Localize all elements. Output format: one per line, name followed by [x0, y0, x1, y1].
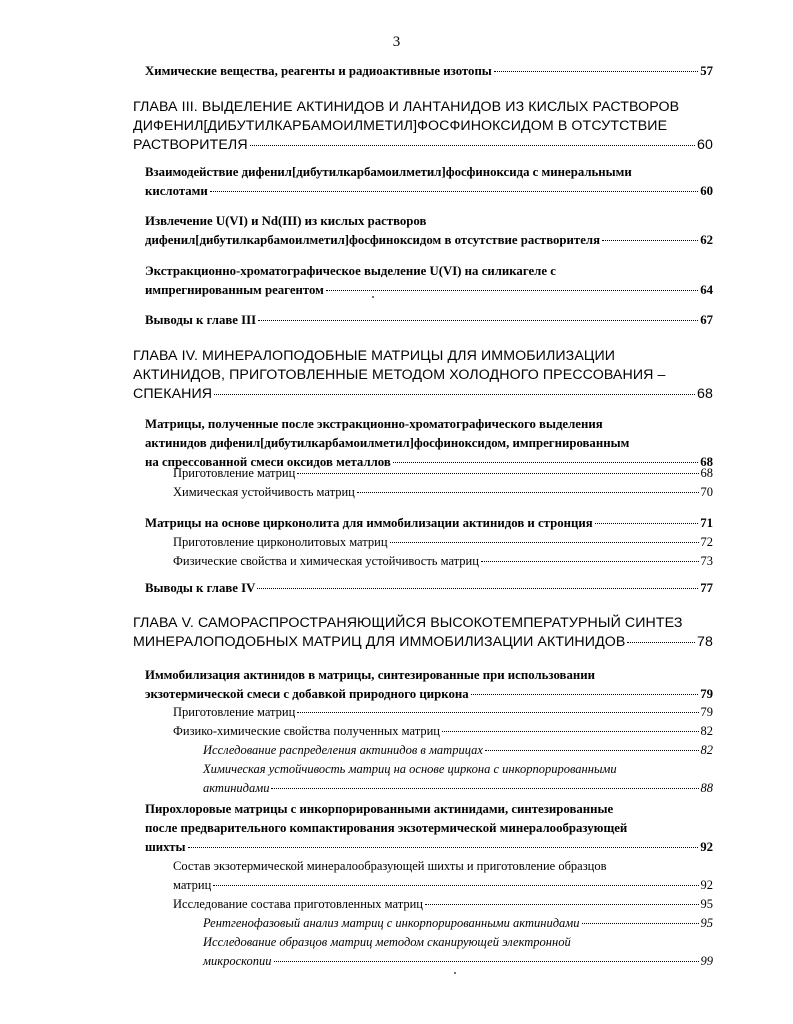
- toc-entry-title-line: Приготовление цирконолитовых матриц: [173, 535, 388, 549]
- toc-entry-title-line: Приготовление матриц: [173, 466, 296, 480]
- scan-speck: [372, 296, 374, 298]
- toc-page-number: 57: [700, 64, 713, 78]
- dot-leader: [627, 642, 695, 643]
- dot-leader: [582, 923, 699, 924]
- toc-entry-title-line: после предварительного компактирования экзотермической минералообразующей: [145, 821, 628, 835]
- toc-page-number: 64: [700, 283, 713, 297]
- toc-entry-title-line: РАСТВОРИТЕЛЯ: [133, 137, 248, 153]
- toc-page-number: 71: [700, 516, 713, 530]
- dot-leader: [393, 462, 698, 463]
- toc-entry-title-line: ДИФЕНИЛ[ДИБУТИЛКАРБАМОИЛМЕТИЛ]ФОСФИНОКСИДОМ В ОТСУТСТВИЕ: [133, 118, 668, 134]
- toc-page-number: 68: [700, 466, 713, 480]
- toc-entry-title-line: микроскопии: [203, 954, 272, 968]
- dot-leader: [390, 542, 699, 543]
- toc-entry: [173, 552, 713, 571]
- dot-leader: [250, 145, 695, 146]
- dot-leader: [214, 394, 695, 395]
- toc-entry-title-line: на спрессованной смеси оксидов металлов: [145, 455, 391, 469]
- toc-entry-title-line: матриц: [173, 878, 212, 892]
- toc-chapter: [133, 98, 713, 155]
- toc-entry-title-line: дифенил[дибутилкарбамоилметил]фосфиноксидом в отсутствие растворителя: [145, 233, 600, 247]
- dot-leader: [213, 885, 698, 886]
- toc-page-number: 79: [700, 687, 713, 701]
- toc-entry: [173, 895, 713, 914]
- toc-page-number: 60: [697, 137, 713, 153]
- toc-page-number: 95: [700, 897, 713, 911]
- toc-page-number: 62: [700, 233, 713, 247]
- toc-entry: [173, 703, 713, 722]
- toc-entry-title-line: Извлечение U(VI) и Nd(III) из кислых растворов: [145, 214, 427, 228]
- toc-entry-title-line: шихты: [145, 840, 186, 854]
- dot-leader: [471, 694, 699, 695]
- dot-leader: [357, 492, 699, 493]
- dot-leader: [494, 71, 698, 72]
- toc-entry-title-line: Приготовление матриц: [173, 705, 296, 719]
- toc-entry-title-line: Исследование состава приготовленных матриц: [173, 897, 423, 911]
- toc-entry-title-line: Исследование образцов матриц методом сканирующей электронной: [203, 935, 571, 949]
- dot-leader: [188, 847, 699, 848]
- toc-page-number: 79: [700, 705, 713, 719]
- toc-entry-title-line: Химическая устойчивость матриц: [173, 485, 355, 499]
- toc-entry: [145, 579, 713, 598]
- toc-page-number: 67: [700, 313, 713, 327]
- toc-entry-title-line: ГЛАВА IV. МИНЕРАЛОПОДОБНЫЕ МАТРИЦЫ ДЛЯ ИММОБИЛИЗАЦИИ: [133, 348, 616, 364]
- toc-page-number: 68: [700, 455, 713, 469]
- dot-leader: [297, 473, 698, 474]
- toc-page-number: 77: [700, 581, 713, 595]
- toc-entry: [145, 262, 713, 300]
- toc-page-number: 92: [700, 840, 713, 854]
- toc-entry: [145, 212, 713, 250]
- dot-leader: [210, 191, 698, 192]
- toc-entry-title-line: МИНЕРАЛОПОДОБНЫХ МАТРИЦ ДЛЯ ИММОБИЛИЗАЦИИ АКТИНИДОВ: [133, 634, 626, 650]
- toc-entry: [145, 163, 713, 201]
- toc-entry-title-line: Матрицы, полученные после экстракционно-хроматографического выделения: [145, 417, 603, 431]
- toc-entry: [173, 722, 713, 741]
- toc-entry: [173, 533, 713, 552]
- toc-page-number: 72: [700, 535, 713, 549]
- toc-entry-title-line: Пирохлоровые матрицы с инкорпорированными актинидами, синтезированные: [145, 802, 614, 816]
- toc-entry: [173, 483, 713, 502]
- toc-page-number: 95: [700, 916, 713, 930]
- toc-page-number: 70: [700, 485, 713, 499]
- dot-leader: [326, 290, 698, 291]
- toc-entry: [173, 857, 713, 895]
- toc-entry-title-line: Матрицы на основе цирконолита для иммобилизации актинидов и стронция: [145, 516, 593, 530]
- page-number: 3: [392, 34, 401, 50]
- toc-entry: [145, 666, 713, 704]
- toc-page-number: 73: [700, 554, 713, 568]
- toc-entry-title-line: Выводы к главе III: [145, 313, 257, 327]
- toc-entry-title-line: СПЕКАНИЯ: [133, 386, 213, 402]
- toc-entry: [145, 514, 713, 533]
- dot-leader: [425, 904, 699, 905]
- toc-entry: [145, 62, 713, 81]
- toc-entry: [173, 464, 713, 483]
- dot-leader: [442, 731, 699, 732]
- scan-speck: [454, 972, 456, 974]
- toc-entry: [203, 933, 713, 971]
- dot-leader: [258, 320, 698, 321]
- toc-chapter: [133, 614, 713, 652]
- toc-page-number: 78: [697, 634, 713, 650]
- toc-entry-title-line: Выводы к главе IV: [145, 581, 256, 595]
- toc-page-number: 92: [700, 878, 713, 892]
- toc-entry-title-line: Иммобилизация актинидов в матрицы, синтезированные при использовании: [145, 668, 595, 682]
- dot-leader: [485, 750, 699, 751]
- toc-entry-title-line: импрегнированным реагентом: [145, 283, 324, 297]
- toc-page-number: 88: [700, 781, 713, 795]
- toc-entry-title-line: актинидов дифенил[дибутилкарбамоилметил]фосфиноксидом, импрегнированным: [145, 436, 630, 450]
- toc-entry-title-line: актинидами: [203, 781, 270, 795]
- toc-entry-title-line: Исследование распределения актинидов в матрицах: [203, 743, 483, 757]
- toc-page-number: 99: [700, 954, 713, 968]
- dot-leader: [602, 240, 698, 241]
- toc-page-number: 82: [700, 743, 713, 757]
- toc-entry-title-line: Химическая устойчивость матриц на основе циркона с инкорпорированными: [203, 762, 617, 776]
- toc-entry-title-line: Взаимодействие дифенил[дибутилкарбамоилметил]фосфиноксида с минеральными: [145, 165, 632, 179]
- toc-entry: [203, 760, 713, 798]
- toc-entry: [203, 741, 713, 760]
- dot-leader: [257, 588, 698, 589]
- toc-entry-title-line: Физико-химические свойства полученных матриц: [173, 724, 440, 738]
- toc-entry: [203, 914, 713, 933]
- toc-entry-title-line: АКТИНИДОВ, ПРИГОТОВЛЕННЫЕ МЕТОДОМ ХОЛОДНОГО ПРЕССОВАНИЯ –: [133, 367, 666, 383]
- dot-leader: [297, 712, 698, 713]
- toc-entry-title-line: Состав экзотермической минералообразующей шихты и приготовление образцов: [173, 859, 607, 873]
- toc-entry-title-line: кислотами: [145, 184, 208, 198]
- dot-leader: [274, 961, 699, 962]
- dot-leader: [271, 788, 698, 789]
- toc-entry-title-line: Физические свойства и химическая устойчивость матриц: [173, 554, 479, 568]
- toc-entry: [145, 311, 713, 330]
- toc-page-number: 68: [697, 386, 713, 402]
- toc-entry-title-line: Химические вещества, реагенты и радиоактивные изотопы: [145, 64, 492, 78]
- toc-entry-title-line: ГЛАВА III. ВЫДЕЛЕНИЕ АКТИНИДОВ И ЛАНТАНИДОВ ИЗ КИСЛЫХ РАСТВОРОВ: [133, 99, 680, 115]
- toc-entry-title-line: ГЛАВА V. САМОРАСПРОСТРАНЯЮЩИЙСЯ ВЫСОКОТЕМПЕРАТУРНЫЙ СИНТЕЗ: [133, 615, 683, 631]
- dot-leader: [481, 561, 699, 562]
- toc-entry: [145, 800, 713, 857]
- toc-entry-title-line: Рентгенофазовый анализ матриц с инкорпорированными актинидами: [203, 916, 580, 930]
- toc-page-number: 82: [700, 724, 713, 738]
- dot-leader: [595, 523, 699, 524]
- toc-chapter: [133, 347, 713, 404]
- toc-entry-title-line: экзотермической смеси с добавкой природного циркона: [145, 687, 469, 701]
- toc-page-number: 60: [700, 184, 713, 198]
- toc-entry-title-line: Экстракционно-хроматографическое выделение U(VI) на силикагеле с: [145, 264, 556, 278]
